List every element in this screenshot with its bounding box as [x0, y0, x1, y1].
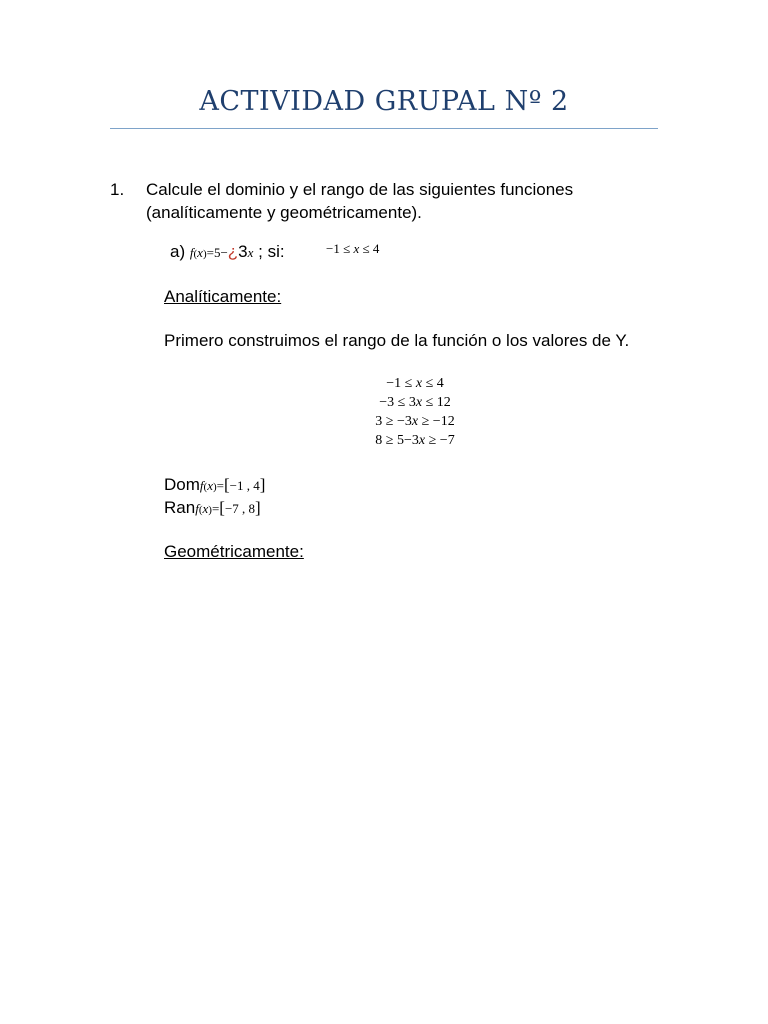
question-number: 1.	[110, 180, 125, 199]
range-result: Ranf(x)=[−7 , 8]	[164, 498, 261, 517]
domain-result: Domf(x)=[−1 , 4]	[164, 475, 266, 494]
step-2: −3 ≤ 3x ≤ 12	[379, 395, 451, 410]
analytic-heading: Analíticamente:	[164, 287, 282, 306]
question-text: Calcule el dominio y el rango de las siguientes funciones (analíticamente y geométricamente).	[146, 180, 574, 222]
item-a-label: a)	[170, 242, 186, 261]
inequality-steps	[310, 374, 520, 450]
coefficient: 3	[238, 242, 248, 261]
item-a-condition: −1 ≤ x ≤ 4	[326, 241, 380, 256]
step-1: −1 ≤ x ≤ 4	[386, 376, 444, 391]
geometric-heading: Geométricamente:	[164, 542, 304, 561]
item-a-function: f(x)=5−	[189, 245, 228, 260]
item-a: a) f(x)=5−¿3x ; si:	[170, 242, 285, 261]
document-title: ACTIVIDAD GRUPAL Nº 2	[199, 86, 569, 117]
condition-separator: ; si:	[253, 242, 285, 261]
step-4: 8 ≥ 5−3x ≥ −7	[375, 433, 455, 448]
range-paragraph: Primero construimos el rango de la función o los valores de Y.	[164, 331, 630, 350]
step-3: 3 ≥ −3x ≥ −12	[375, 414, 455, 429]
garbled-symbol: ¿	[227, 242, 239, 261]
title-underline-rule	[110, 128, 658, 129]
